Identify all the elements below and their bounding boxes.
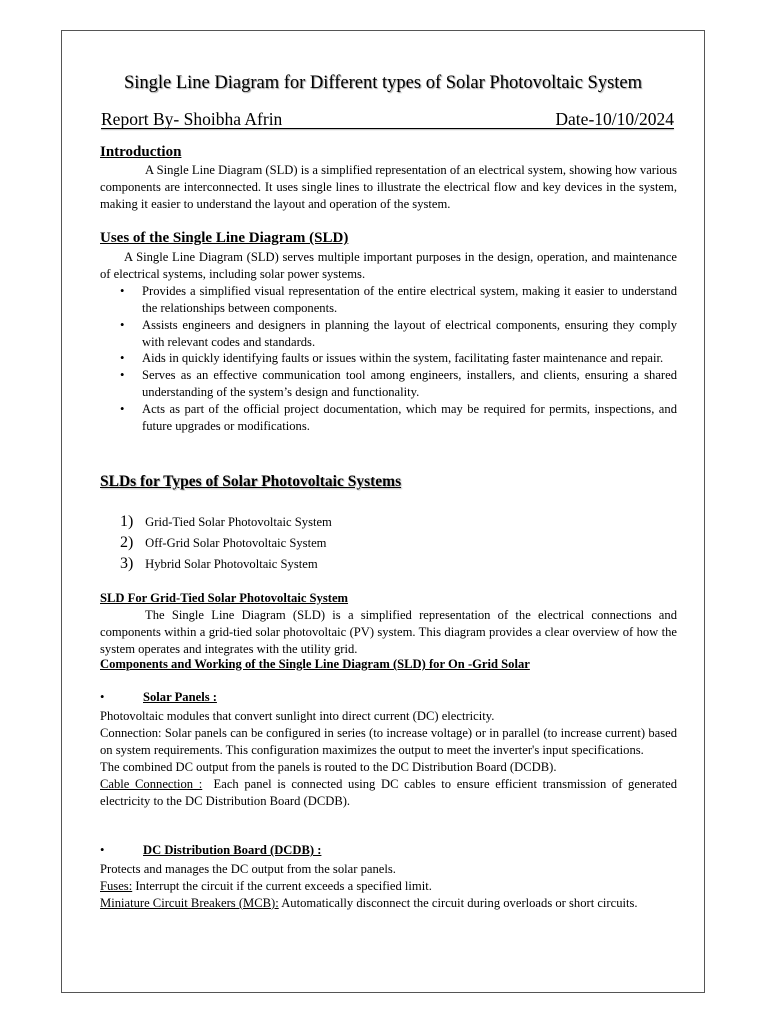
- uses-bullet-list: [100, 283, 677, 435]
- list-item: • Provides a simplified visual representation of the entire electrical system, making it easier to understand the relationships between components.: [100, 283, 677, 317]
- list-item: • Assists engineers and designers in planning the layout of electrical components, ensuring they comply with relevant codes and standards.: [100, 317, 677, 351]
- fuses-text: Interrupt the circuit if the current exceeds a specified limit.: [132, 878, 432, 893]
- intro-text: A Single Line Diagram (SLD) is a simplified representation of an electrical system, showing how various components are interconnected. It uses single lines to illustrate the electrical flow and key devices in the system, making it easier to understand the layout and operation of the system.: [100, 163, 677, 211]
- list-item: • Serves as an effective communication tool among engineers, installers, and clients, ensuring a shared understanding of the system’s design and functionality.: [100, 367, 677, 401]
- types-list-wrapper: [100, 511, 332, 574]
- list-item: 3) Hybrid Solar Photovoltaic System: [120, 555, 318, 572]
- document-page: [61, 30, 705, 993]
- report-date: Date-10/10/2024: [555, 109, 674, 129]
- grid-tied-text: The Single Line Diagram (SLD) is a simplified representation of the electrical connections and components within a grid-tied solar photovoltaic (PV) system. This diagram provides a clear overview of how the system operates and integrates with the utility grid.: [100, 608, 677, 656]
- bullet: •: [100, 690, 105, 704]
- solar-panels-line1: Photovoltaic modules that convert sunlight into direct current (DC) electricity.: [100, 709, 495, 723]
- solar-panels-line2: Connection: Solar panels can be configured in series (to increase voltage) or in parallel (to increase current) based on system requirements. This configuration maximizes the output to meet the inverter's input specifications.: [100, 725, 677, 757]
- intro-paragraph: [100, 162, 677, 213]
- solar-panels-line3: The combined DC output from the panels is routed to the DC Distribution Board (DCDB).: [100, 759, 557, 774]
- mcb-label: Miniature Circuit Breakers (MCB):: [100, 895, 279, 910]
- list-item: 1) Grid-Tied Solar Photovoltaic System: [120, 513, 332, 530]
- uses-text: A Single Line Diagram (SLD) serves multiple important purposes in the design, operation, and maintenance of electrical systems, including solar power systems.: [100, 250, 677, 281]
- type-label: Off-Grid Solar Photovoltaic System: [145, 536, 327, 550]
- fuses-label: Fuses:: [100, 878, 133, 893]
- uses-section: [100, 249, 677, 435]
- cable-connection-text: Each panel is connected using DC cables to ensure efficient transmission of generated electricity to the DC Distribution Board (DCDB).: [100, 776, 681, 808]
- uses-heading: Uses of the Single Line Diagram (SLD): [100, 230, 349, 246]
- solar-panels-heading: Solar Panels :: [143, 690, 217, 704]
- cable-connection-label: Cable Connection :: [100, 776, 203, 791]
- dcdb-heading-row: [100, 843, 321, 858]
- intro-heading: Introduction: [100, 144, 182, 160]
- dcdb-line1: Protects and manages the DC output from the solar panels.: [100, 862, 396, 876]
- mcb-text: Automatically disconnect the circuit during overloads or short circuits.: [278, 895, 638, 910]
- list-item: • Acts as part of the official project documentation, which may be required for permits, inspections, and future upgrades or modifications.: [100, 401, 677, 435]
- types-list: [100, 511, 332, 574]
- solar-panels-heading-row: [100, 690, 217, 705]
- list-item: 2) Off-Grid Solar Photovoltaic System: [120, 534, 327, 551]
- solar-panels-section: [100, 708, 681, 809]
- dcdb-section: [100, 861, 677, 912]
- mcb-paragraph: [100, 895, 677, 912]
- bullet: •: [100, 843, 105, 857]
- dcdb-heading: DC Distribution Board (DCDB) :: [143, 843, 322, 857]
- type-label: Hybrid Solar Photovoltaic System: [145, 557, 318, 571]
- report-author: Report By- Shoibha Afrin: [101, 109, 283, 129]
- type-label: Grid-Tied Solar Photovoltaic System: [145, 515, 332, 529]
- grid-tied-paragraph: [100, 607, 677, 658]
- types-heading: SLDs for Types of Solar Photovoltaic Systems: [100, 473, 402, 490]
- header-rule: [101, 128, 674, 129]
- cable-connection-paragraph: [100, 776, 681, 810]
- list-item: • Aids in quickly identifying faults or issues within the system, facilitating faster maintenance and repair.: [100, 350, 677, 367]
- components-heading: Components and Working of the Single Line Diagram (SLD) for On -Grid Solar: [100, 657, 530, 671]
- grid-tied-heading: SLD For Grid-Tied Solar Photovoltaic System: [100, 591, 349, 605]
- document-title: Single Line Diagram for Different types of Solar Photovoltaic System: [123, 73, 643, 93]
- fuses-paragraph: [100, 878, 677, 895]
